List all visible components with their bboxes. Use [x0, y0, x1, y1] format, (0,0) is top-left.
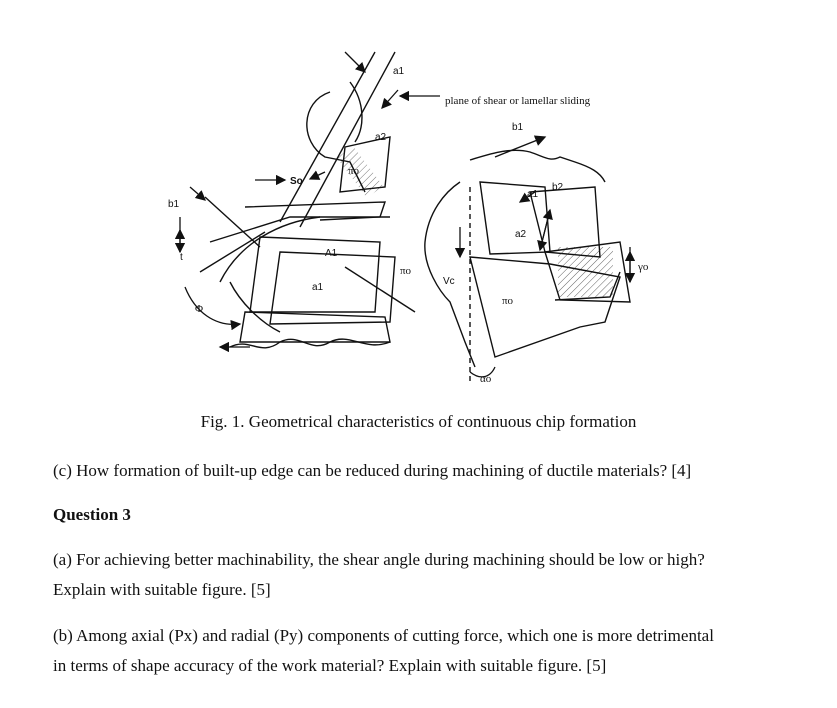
label-so: So — [290, 176, 303, 187]
question3b-line1: (b) Among axial (Px) and radial (Py) components of cutting force, which one is more detrimental — [53, 626, 714, 645]
label-alpha-o: αo — [480, 373, 492, 385]
label-a2-left: a2 — [375, 132, 387, 143]
question3a-line1: (a) For achieving better machinability, the shear angle during machining should be low or high? — [53, 550, 705, 569]
question3b-line2: in terms of shape accuracy of the work material? Explain with suitable figure. [5] — [53, 656, 607, 675]
label-a1-right: a1 — [527, 189, 539, 200]
label-b1-left: b1 — [168, 199, 180, 210]
label-a2-right: a2 — [515, 229, 527, 240]
label-phi: Φ — [195, 303, 204, 315]
figure-caption: Fig. 1. Geometrical characteristics of continuous chip formation — [200, 412, 637, 431]
right-drawing — [425, 137, 630, 382]
chip-formation-figure — [150, 42, 670, 397]
label-plane-of-shear: plane of shear or lamellar sliding — [445, 95, 591, 107]
chip-formation-diagram — [150, 42, 670, 397]
label-a1-top: a1 — [393, 66, 405, 77]
label-vc: Vc — [443, 276, 455, 287]
label-pi-o-right: πo — [502, 295, 514, 307]
label-pi-o-center: πo — [400, 265, 412, 277]
label-t: t — [180, 252, 183, 263]
label-b2-right: b2 — [552, 182, 564, 193]
label-pi-o-chip: πo — [348, 165, 360, 177]
label-gamma-o: γo — [638, 261, 649, 273]
question3-heading: Question 3 — [53, 505, 131, 524]
label-a1-lower: a1 — [312, 282, 324, 293]
left-drawing — [200, 52, 415, 348]
question3a-line2: Explain with suitable figure. [5] — [53, 580, 271, 599]
question-c: (c) How formation of built-up edge can be reduced during machining of ductile materials? [4] — [53, 461, 692, 480]
label-b1-right: b1 — [512, 122, 524, 133]
label-A1: A1 — [325, 248, 338, 259]
